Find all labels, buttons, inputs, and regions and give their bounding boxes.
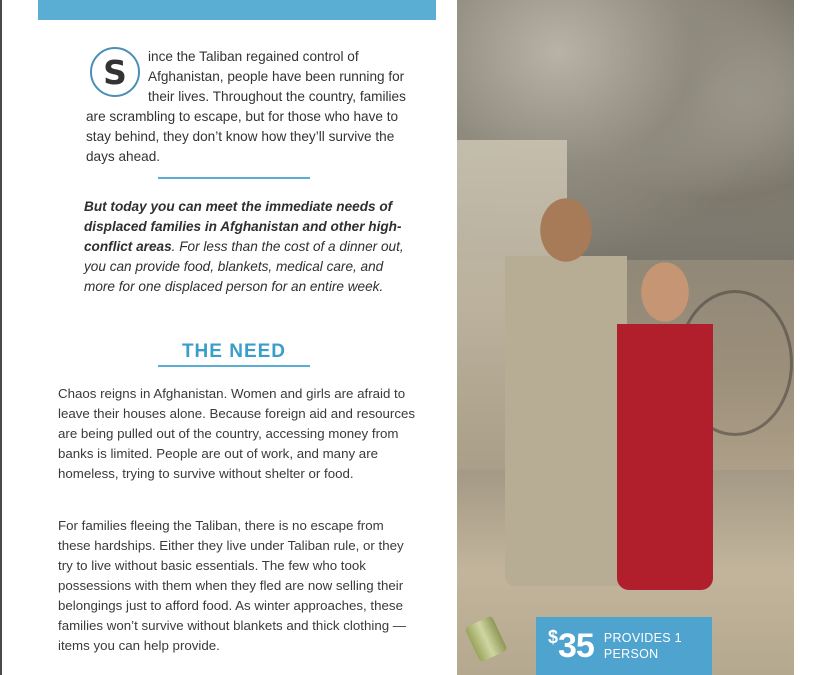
price-number: 35 [558,626,594,665]
photo-boy [505,196,627,586]
price-callout-box [536,617,712,675]
page-edge-rule [0,0,2,675]
children-photo [457,0,794,675]
top-color-band [38,0,436,20]
price-amount [548,627,594,666]
intro-text: ince the Taliban regained control of Afghanistan, people have been running for their lives. Throughout the country, families are scrambling to escape, but for those who have to stay behind, they don’t know how they’ll survive the days ahead. [86,49,406,164]
price-currency: $ [548,626,558,647]
callout-rest-text: . For less than the cost of a dinner out, you can provide food, blankets, medical care, and more for one displaced person for an entire week. [84,239,404,294]
the-need-heading: THE NEED [181,341,287,362]
intro-section [86,47,406,167]
photo-girl [617,260,713,590]
price-label-line-1: PROVIDES 1 [603,631,682,645]
intro-divider [158,177,310,179]
dropcap-circle: S [90,47,140,97]
need-divider [158,365,310,367]
need-paragraph-2: For families fleeing the Taliban, there is no escape from these hardships. Either they live under Taliban rule, or they try to live without basic essentials. The few who took possessions with them when they fled are now selling their belongings just to afford food. As winter approaches, these families won’t survive without blankets and thick clothing — items you can help provide. [58,518,407,653]
price-label [604,630,682,662]
price-label-line-2: PERSON [603,647,659,661]
callout-bold-text: But today you can meet the immediate needs of displaced families in Afghanistan and other high-conflict areas [84,199,402,254]
callout-text [84,197,414,297]
need-paragraph-1: Chaos reigns in Afghanistan. Women and girls are afraid to leave their houses alone. Because foreign aid and resources are being pulled out of the country, accessing money from banks is limited. People are out of work, and many are homeless, trying to survive without shelter or food. [58,386,416,481]
